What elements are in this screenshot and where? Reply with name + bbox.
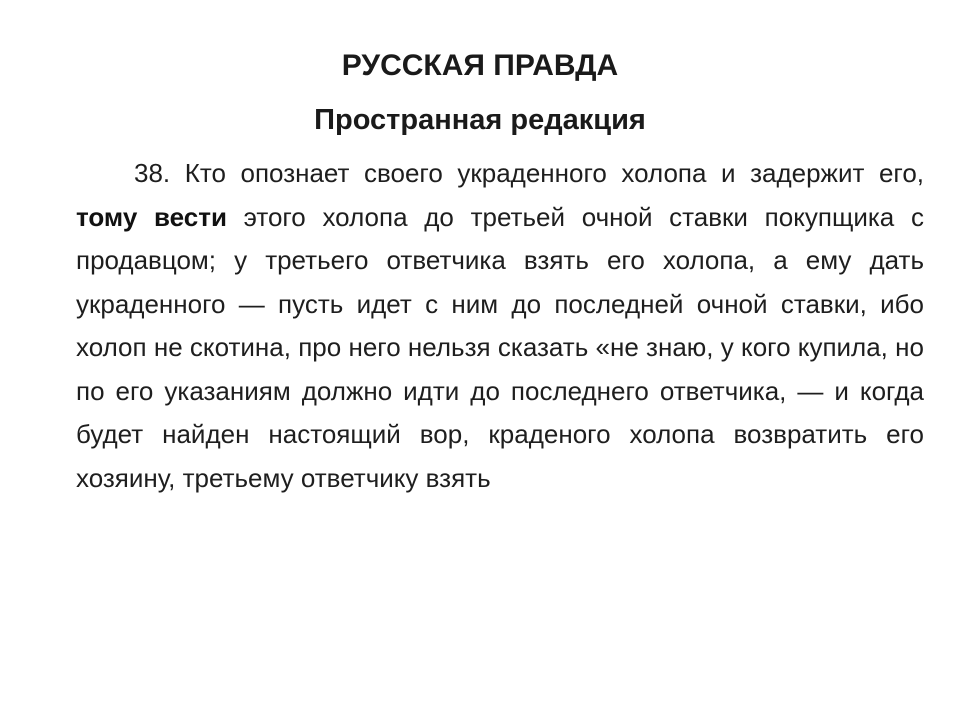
slide-title: РУССКАЯ ПРАВДА — [341, 49, 619, 82]
article-text-before-bold: 38. Кто опознает своего украденного холопа и задержит его, — [134, 158, 924, 188]
slide-subtitle: Пространная редакция — [314, 104, 646, 136]
article-text-after-bold: этого холопа до третьей очной ставки покупщика с продавцом; у третьего ответчика взять его холопа, а ему дать украденного — пусть идет с ним до последней очной ставки, ибо холоп не скотина, про него нельзя сказать «не знаю, у кого купила, но по его указаниям должно идти до последнего ответчика, — и когда будет найден настоящий вор, краденого холопа возвратить его хозяину, третьему ответчику взять — [76, 201, 924, 493]
article-bold-phrase: тому вести — [76, 201, 227, 232]
article-38-text — [76, 152, 924, 500]
